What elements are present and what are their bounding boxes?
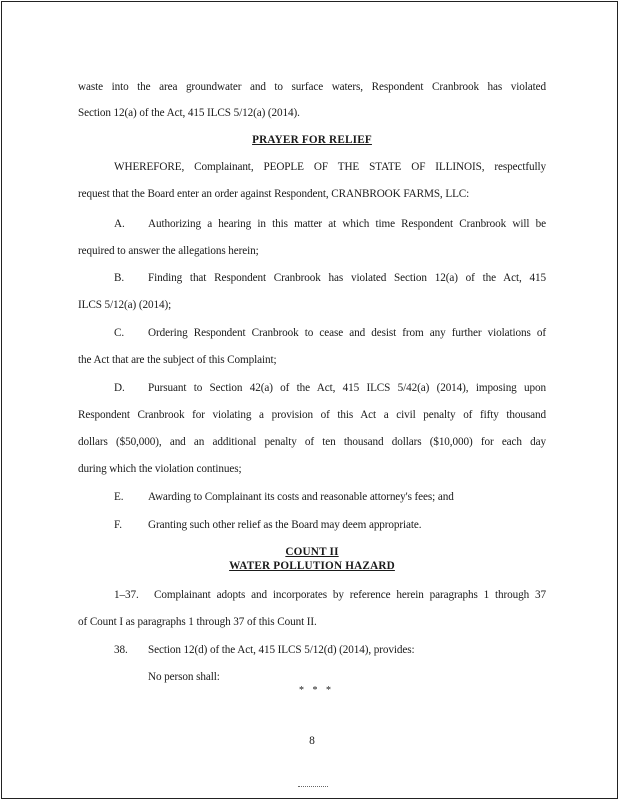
item-label: D.	[114, 382, 125, 394]
paragraph-line: waste into the area groundwater and to surface waters, Respondent Cranbrook has violated	[78, 81, 546, 93]
page-number: 8	[309, 735, 315, 747]
paragraph-line: Section 12(d) of the Act, 415 ILCS 5/12(d) (2014), provides:	[148, 644, 415, 656]
paragraph-label: 1–37.	[114, 589, 139, 601]
item-line: Granting such other relief as the Board may deem appropriate.	[148, 519, 422, 531]
ellipsis-mark: * * *	[299, 685, 334, 696]
item-line: Ordering Respondent Cranbrook to cease and desist from any further violations of	[148, 327, 546, 339]
item-label: F.	[114, 519, 122, 531]
paragraph-label: 38.	[114, 644, 128, 656]
item-line: Respondent Cranbrook for violating a provision of this Act a civil penalty of fifty thousand	[78, 409, 546, 421]
count-title: COUNT II	[285, 546, 339, 558]
item-line: the Act that are the subject of this Complaint;	[78, 354, 277, 366]
item-line: dollars ($50,000), and an additional penalty of ten thousand dollars ($10,000) for each day	[78, 436, 546, 448]
item-line: ILCS 5/12(a) (2014);	[78, 299, 172, 311]
item-line: during which the violation continues;	[78, 463, 242, 475]
item-line: Awarding to Complainant its costs and reasonable attorney's fees; and	[148, 491, 454, 503]
item-label: C.	[114, 327, 125, 339]
quoted-text: No person shall:	[148, 671, 220, 683]
paragraph-line: of Count I as paragraphs 1 through 37 of this Count II.	[78, 616, 317, 628]
paragraph-line: WHEREFORE, Complainant, PEOPLE OF THE STATE OF ILLINOIS, respectfully	[114, 161, 546, 173]
item-line: Pursuant to Section 42(a) of the Act, 415 ILCS 5/42(a) (2014), imposing upon	[148, 382, 546, 394]
paragraph-line: request that the Board enter an order against Respondent, CRANBROOK FARMS, LLC:	[78, 188, 470, 200]
paragraph-line: Section 12(a) of the Act, 415 ILCS 5/12(a) (2014).	[78, 107, 300, 119]
item-label: E.	[114, 491, 124, 503]
document-page	[1, 1, 618, 799]
count-subtitle: WATER POLLUTION HAZARD	[229, 560, 395, 572]
section-heading: PRAYER FOR RELIEF	[252, 134, 372, 146]
item-label: B.	[114, 272, 125, 284]
item-line: required to answer the allegations herein;	[78, 245, 259, 257]
item-label: A.	[114, 218, 125, 230]
item-line: Finding that Respondent Cranbrook has violated Section 12(a) of the Act, 415	[148, 272, 546, 284]
paragraph-line: Complainant adopts and incorporates by reference herein paragraphs 1 through 37	[154, 589, 546, 601]
footer-scan-mark	[298, 786, 328, 787]
item-line: Authorizing a hearing in this matter at which time Respondent Cranbrook will be	[148, 218, 546, 230]
